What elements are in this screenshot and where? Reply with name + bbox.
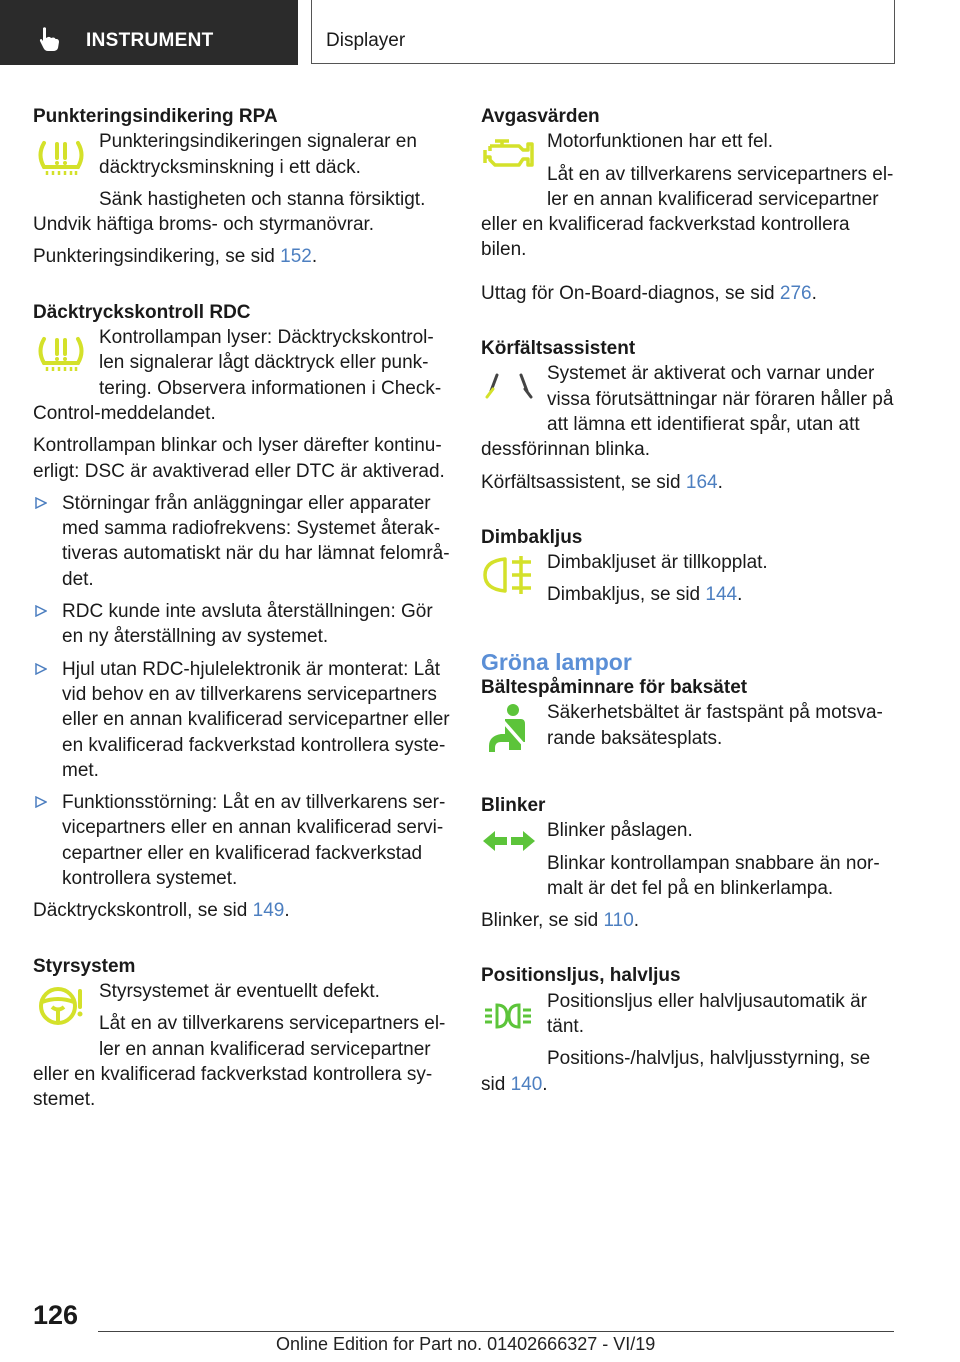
- position-text-1: Positionsljus eller halvljusautomatik är tänt.: [547, 990, 867, 1038]
- footer-edition: Online Edition for Part no. 01402666327 - VI/19: [276, 1334, 656, 1354]
- fog-heading: Dimbakljus: [481, 526, 583, 548]
- rdc-entry: [33, 325, 451, 401]
- rpa-heading: Punkteringsindikering RPA: [33, 106, 278, 127]
- pointing-hand-icon: [38, 26, 62, 52]
- lane-entry: [481, 361, 899, 437]
- lane-heading: Körfältsassistent: [481, 338, 636, 360]
- green-lamps-heading: Gröna lampor: [481, 648, 632, 675]
- page-number: 126: [33, 1300, 79, 1330]
- rdc-reference: Däcktryckskontroll, se sid 149.: [33, 900, 290, 922]
- turn-signal-arrows-icon: [481, 818, 537, 870]
- rdc-bullet-3: Hjul utan RDC-hjulelektronik är monterat: Låt vid behov en av tillverkarens servicepartners eller en annan kvalificerad servicepartner eller en kvalificerad fackverkstad kontrollera syste-met.: [33, 657, 451, 783]
- rdc-heading: Däcktryckskontroll RDC: [33, 301, 251, 323]
- rdc-text-1a: Kontrollampan lyser: Däcktryckskontrol-len signalerar lågt däcktryck eller punk-tering. Observera informationen i Check-: [99, 327, 442, 399]
- emission-page-link[interactable]: 276: [779, 282, 812, 304]
- steering-entry: [33, 979, 451, 1062]
- steering-text-2b: eller en kvalificerad fackverkstad kontrollera sy-stemet.: [33, 1063, 433, 1111]
- position-heading: Positionsljus, halvljus: [481, 965, 681, 987]
- bullet-triangle-icon: [35, 497, 47, 509]
- header-subsection-tab: [311, 0, 895, 64]
- emission-heading: Avgasvärden: [481, 106, 600, 127]
- lane-assist-icon: [481, 361, 537, 413]
- fog-entry: [481, 550, 899, 608]
- lane-text-1a: Systemet är aktiverat och varnar under vissa förutsättningar när föraren håller på att lämna ett identifierat spår, utan att: [547, 363, 894, 435]
- blinker-reference: Blinker, se sid 110.: [481, 910, 640, 932]
- bullet-triangle-icon: [35, 663, 47, 675]
- emission-text-1: Motorfunktionen har ett fel.: [547, 131, 774, 153]
- rdc-bullet-2: RDC kunde inte avsluta återställningen: Gör en ny återställning av systemet.: [33, 599, 451, 650]
- fog-text-1: Dimbakljuset är tillkopplat.: [547, 552, 768, 574]
- lane-page-link[interactable]: 164: [685, 471, 718, 493]
- fog-reference: Dimbakljus, se sid 144.: [547, 584, 743, 606]
- emission-reference: Uttag för On-Board-diagnos, se sid 276.: [481, 282, 817, 304]
- blinker-text-2: Blinkar kontrollampan snabbare än nor-malt är det fel på en blinkerlampa.: [547, 852, 880, 899]
- rdc-bullet-4: Funktionsstörning: Låt en av tillverkarens ser-vicepartners eller en annan kvalificerad servi-cepartner eller en kvalificerad fackverkstad kontrollera systemet.: [33, 790, 451, 891]
- rpa-text-2b: Undvik häftiga broms- och styrmanövrar.: [33, 214, 375, 236]
- rpa-text-1: Punkteringsindikeringen signalerar en däcktrycksminskning i ett däck.: [99, 131, 417, 178]
- steering-text-2a: Låt en av tillverkarens servicepartners el-ler en annan kvalificerad servicepartner: [99, 1013, 446, 1060]
- blinker-heading: Blinker: [481, 794, 546, 816]
- blinker-entry: [481, 818, 899, 901]
- rpa-entry: [33, 129, 451, 212]
- lane-reference: Körfältsassistent, se sid 164.: [481, 471, 723, 493]
- bullet-triangle-icon: [35, 605, 47, 617]
- rdc-bullet-1: Störningar från anläggningar eller apparater med samma radiofrekvens: Systemet återak-tiveras automatiskt när du har lämnat felområ-det.: [33, 491, 451, 592]
- emission-entry: [481, 129, 899, 212]
- steering-heading: Styrsystem: [33, 955, 136, 977]
- blinker-page-link[interactable]: 110: [603, 910, 634, 932]
- rdc-text-2: Kontrollampan blinkar och lyser därefter kontinu-erligt: DSC är avaktiverad eller DTC är aktiverad.: [33, 435, 445, 482]
- fog-page-link[interactable]: 144: [705, 584, 738, 606]
- tire-pressure-warning-icon: [33, 129, 89, 181]
- position-entry: [481, 989, 899, 1072]
- rpa-page-link[interactable]: 152: [280, 246, 312, 268]
- rear-fog-light-icon: [481, 550, 537, 602]
- header-section-tab: [0, 0, 298, 65]
- blinker-text-1: Blinker påslagen.: [547, 820, 693, 842]
- subsection-label: Displayer: [326, 30, 406, 51]
- section-label: INSTRUMENT: [86, 30, 214, 51]
- right-column: [481, 104, 899, 1097]
- rdc-page-link[interactable]: 149: [252, 900, 285, 922]
- steering-text-1: Styrsystemet är eventuellt defekt.: [99, 980, 380, 1002]
- bullet-triangle-icon: [35, 796, 47, 808]
- belt-heading: Bältespåminnare för baksätet: [481, 677, 748, 699]
- steering-wheel-warning-icon: [33, 979, 89, 1031]
- belt-entry: [481, 700, 899, 751]
- engine-check-icon: [481, 129, 537, 181]
- rpa-text-2a: Sänk hastigheten och stanna försiktigt.: [99, 188, 426, 210]
- left-column: [33, 104, 451, 1112]
- emission-text-2b: eller en kvalificerad fackverkstad kontrollera bilen.: [481, 214, 850, 261]
- rpa-reference: Punkteringsindikering, se sid 152.: [33, 246, 318, 268]
- rdc-text-1b: Control-meddelandet.: [33, 402, 216, 424]
- footer-divider: [98, 1331, 894, 1332]
- position-reference: sid 140.: [481, 1073, 548, 1095]
- seatbelt-icon: [481, 700, 537, 756]
- emission-text-2a: Låt en av tillverkarens servicepartners el-ler en annan kvalificerad servicepartner: [547, 163, 894, 210]
- position-text-2a: Positions-/halvljus, halvljusstyrning, se: [547, 1048, 871, 1070]
- belt-text-1: Säkerhetsbältet är fastspänt på motsva-rande baksätesplats.: [547, 702, 883, 749]
- position-page-link[interactable]: 140: [510, 1073, 543, 1095]
- lane-text-1b: dessförinnan blinka.: [481, 439, 650, 461]
- position-lights-icon: [481, 989, 537, 1041]
- tire-pressure-control-icon: [33, 325, 89, 377]
